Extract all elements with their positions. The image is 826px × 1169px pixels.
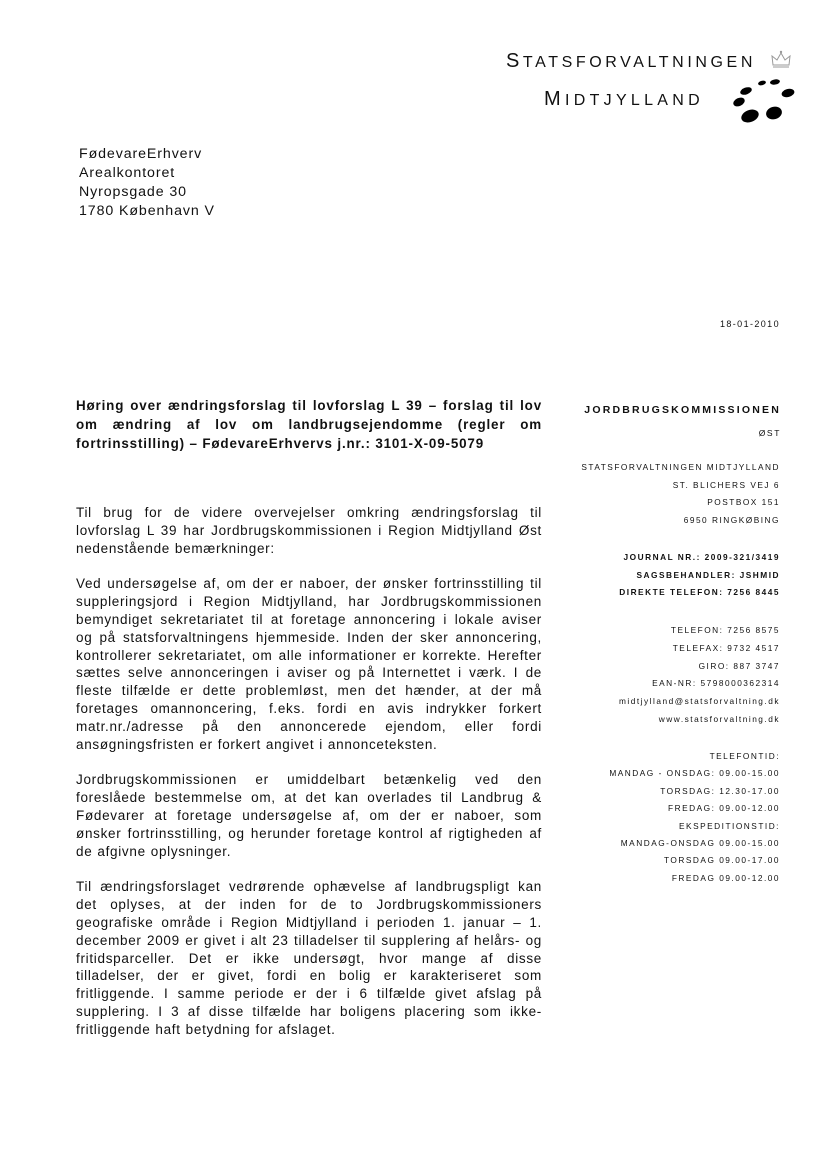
sender-address-line: POSTBOX 151 bbox=[707, 497, 780, 507]
letter-body bbox=[76, 504, 542, 1057]
dots-logo-icon bbox=[726, 76, 800, 124]
recipient-address bbox=[79, 145, 215, 221]
hours-line: TORSDAG 09.00-17.00 bbox=[664, 855, 780, 866]
phone: TELEFON: 7256 8575 bbox=[670, 625, 780, 635]
hours-line: FREDAG 09.00-12.00 bbox=[671, 872, 780, 883]
recipient-street: Nyropsgade 30 bbox=[79, 184, 187, 200]
organization-region bbox=[544, 88, 704, 111]
recipient-name: FødevareErhverv bbox=[79, 146, 203, 162]
sender-address-line: ST. BLICHERS VEJ 6 bbox=[672, 479, 780, 490]
fax: TELEFAX: 9732 4517 bbox=[672, 642, 780, 653]
ean-number: EAN-NR: 5798000362314 bbox=[652, 678, 780, 689]
crown-icon bbox=[770, 49, 792, 69]
direct-phone: DIREKTE TELEFON: 7256 8445 bbox=[619, 587, 780, 597]
hours-line: MANDAG-ONSDAG 09.00-15.00 bbox=[620, 837, 780, 848]
letter-date: 18-01-2010 bbox=[719, 319, 780, 329]
hours-line: FREDAG: 09.00-12.00 bbox=[668, 803, 780, 814]
recipient-city: 1780 København V bbox=[79, 203, 215, 219]
sender-address bbox=[581, 462, 780, 532]
website-link[interactable]: www.statsforvaltning.dk bbox=[658, 713, 780, 724]
organization-region-rest: IDTJYLLAND bbox=[564, 92, 704, 109]
sender-address-line: 6950 RINGKØBING bbox=[683, 514, 780, 525]
letter-subject: Høring over ændringsforslag til lovforslag L 39 – forslag til lov om ændring af lov om landbrugsejendomme (regler om fortrinsstilling) – FødevareErhvervs j.nr.: 3101-X-09-5079 bbox=[76, 398, 542, 451]
hours-line: MANDAG - ONSDAG: 09.00-15.00 bbox=[609, 768, 780, 779]
email-link[interactable]: midtjylland@statsforvaltning.dk bbox=[619, 696, 780, 707]
recipient-department: Arealkontoret bbox=[79, 165, 176, 181]
contact-info bbox=[619, 625, 780, 732]
hours-line: TORSDAG: 12.30-17.00 bbox=[660, 785, 780, 796]
organization-name-rest: TATSFORVALTNINGEN bbox=[522, 54, 756, 71]
giro: GIRO: 887 3747 bbox=[698, 660, 780, 671]
journal-number: JOURNAL NR.: 2009-321/3419 bbox=[623, 552, 780, 562]
body-paragraph: Ved undersøgelse af, om der er naboer, der ønsker fortrinsstilling til suppleringsjord i Region Midtjylland, har Jordbrugskommissionen bemyndiget sekretariatet til at foretage annoncering i lokale aviser og på statsforvaltningens hjemmeside. Inden der sker annoncering, kontrollerer sekretariatet, om alle informationer er korrekte. Herefter sættes selve annonceringen i aviser og på Internettet i værk. I de fleste tilfælde er dette problemløst, men det hænder, at der må foretages omannoncering, f.eks. fordi en avis indrykker forkert matr.nr./adresse på den annoncerede ejendom, eller fordi ansøgningsfristen er forkert angivet i annonceteksten. bbox=[76, 576, 542, 752]
case-handler: SAGSBEHANDLER: JSHMID bbox=[636, 569, 780, 580]
case-info bbox=[619, 552, 780, 605]
organization-region-initial: M bbox=[544, 88, 565, 110]
opening-hours bbox=[609, 751, 780, 890]
hours-heading: EKSPEDITIONSTID: bbox=[679, 820, 780, 831]
body-paragraph: Jordbrugskommissionen er umiddelbart betænkelig ved den foreslåede bestemmelse om, at det kan overlades til Landbrug & Fødevarer at foretage undersøgelse af, om der er naboer, som ønsker fortrinsstilling, og herunder foretage kontrol af rigtigheden af de afgivne oplysninger. bbox=[76, 772, 542, 859]
sender-department: JORDBRUGSKOMMISSIONEN bbox=[584, 404, 781, 416]
body-paragraph: Til brug for de videre overvejelser omkring ændringsforslag til lovforslag L 39 har Jordbrugskommissionen i Region Midtjylland Øst nedenstående bemærkninger: bbox=[76, 505, 542, 556]
sender-department-sub: ØST bbox=[758, 428, 781, 438]
organization-name bbox=[506, 50, 756, 73]
organization-name-initial: S bbox=[505, 50, 523, 72]
hours-heading: TELEFONTID: bbox=[709, 751, 780, 761]
sender-address-line: STATSFORVALTNINGEN MIDTJYLLAND bbox=[581, 462, 780, 472]
body-paragraph: Til ændringsforslaget vedrørende ophævelse af landbrugspligt kan det oplyses, at der inden for de to Jordbrugskommissioners geografiske område i Region Midtjylland i perioden 1. januar – 1. december 2009 er givet i alt 23 tilladelser til supplering af helårs- og fritidsparceller. Det er ikke undersøgt, hvor mange af disse tilladelser, der er givet, fordi en bolig er karakteriseret som fritliggende. I samme periode er der i 6 tilfælde givet afslag på supplering. I 3 af disse tilfælde har boligens placering som ikke-fritliggende haft betydning for afslaget. bbox=[76, 879, 542, 1037]
